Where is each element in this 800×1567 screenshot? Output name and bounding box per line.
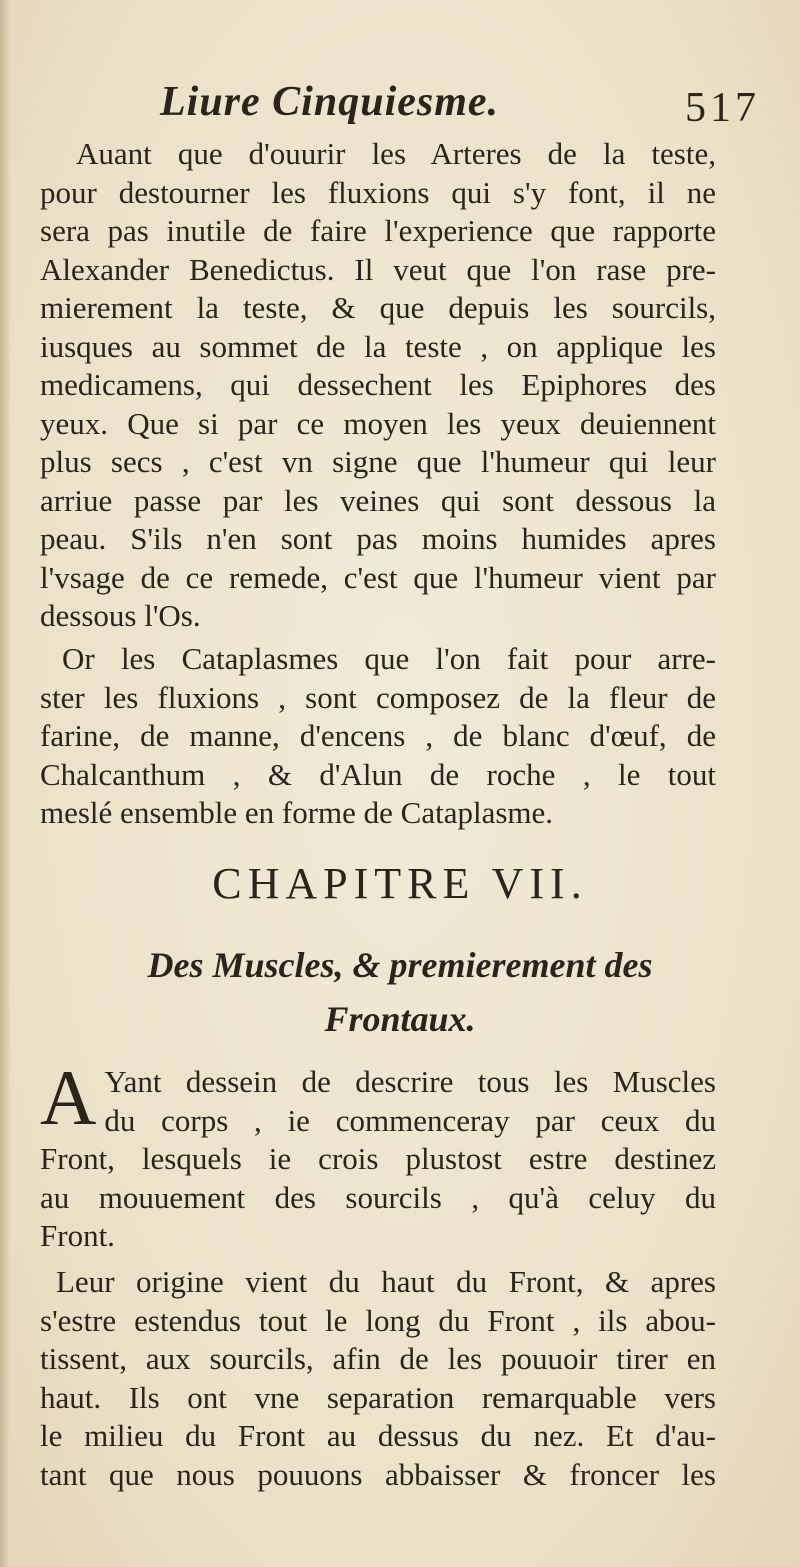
text-line: tissent, aux sourcils, afin de les pouuoir tirer en: [40, 1341, 716, 1376]
text-line: plus secs , c'est vn signe que l'humeur qui leur: [40, 444, 716, 479]
text-line: ster les fluxions , sont composez de la fleur de: [40, 679, 716, 715]
text-line: pour destourner les fluxions qui s'y font, il ne: [40, 174, 716, 210]
text-line: medicamens, qui dessechent les Epiphores des: [40, 367, 716, 402]
page-number: 517: [685, 85, 760, 131]
text-line: Yant dessein de descrire tous les Muscles: [104, 1064, 716, 1099]
text-line: tant que nous pouuons abbaisser & froncer les: [40, 1456, 716, 1492]
text-line: haut. Ils ont vne separation remarquable vers: [40, 1379, 716, 1415]
text-line: meslé ensemble en forme de Cataplasme.: [40, 795, 554, 830]
paragraph-3: [40, 1054, 716, 1256]
chapter-title: CHAPITRE VII.: [212, 859, 588, 908]
text-line: arriue passe par les veines qui sont dessous la: [40, 482, 716, 518]
paragraph-4: [40, 1263, 716, 1494]
paragraph-2: [40, 640, 716, 833]
text-line: l'vsage de ce remede, c'est que l'humeur vient par: [40, 559, 716, 595]
section-title-line-2: Frontaux.: [324, 999, 476, 1039]
text-line: yeux. Que si par ce moyen les yeux deuiennent: [40, 405, 716, 441]
text-line: Alexander Benedictus. Il veut que l'on rase pre-: [40, 251, 716, 287]
text-line: Auant que d'ouurir les Arteres de la teste,: [76, 136, 716, 171]
text-line: au mouuement des sourcils , qu'à celuy du: [40, 1179, 716, 1215]
text-line: sera pas inutile de faire l'experience que rapporte: [40, 213, 716, 248]
drop-cap: A: [40, 1054, 97, 1141]
text-line: farine, de manne, d'encens , de blanc d'œuf, de: [40, 718, 716, 753]
text-line: du corps , ie commenceray par ceux du: [104, 1102, 716, 1138]
text-line: s'estre estendus tout le long du Front , ils abou-: [40, 1302, 716, 1338]
running-head: Liure Cinquiesme.: [160, 79, 500, 125]
text-line: Front.: [40, 1218, 115, 1253]
text-line: Or les Cataplasmes que l'on fait pour arre-: [62, 641, 716, 676]
text-line: mierement la teste, & que depuis les sourcils,: [40, 290, 716, 325]
text-line: dessous l'Os.: [40, 598, 201, 633]
text-line: peau. S'ils n'en sont pas moins humides apres: [40, 521, 716, 556]
section-title: [40, 938, 760, 1046]
text-line: le milieu du Front au dessus du nez. Et d'au-: [40, 1418, 716, 1453]
text-line: Front, lesquels ie crois plustost estre destinez: [40, 1141, 716, 1176]
text-line: Leur origine vient du haut du Front, & apres: [56, 1264, 716, 1299]
text-line: iusques au sommet de la teste , on applique les: [40, 328, 716, 364]
paragraph-1: [40, 135, 716, 636]
page-header: [40, 78, 760, 138]
section-title-line-1: Des Muscles, & premierement des: [147, 945, 653, 985]
page-spine-shadow: [0, 0, 10, 1567]
text-line: Chalcanthum , & d'Alun de roche , le tout: [40, 756, 716, 792]
